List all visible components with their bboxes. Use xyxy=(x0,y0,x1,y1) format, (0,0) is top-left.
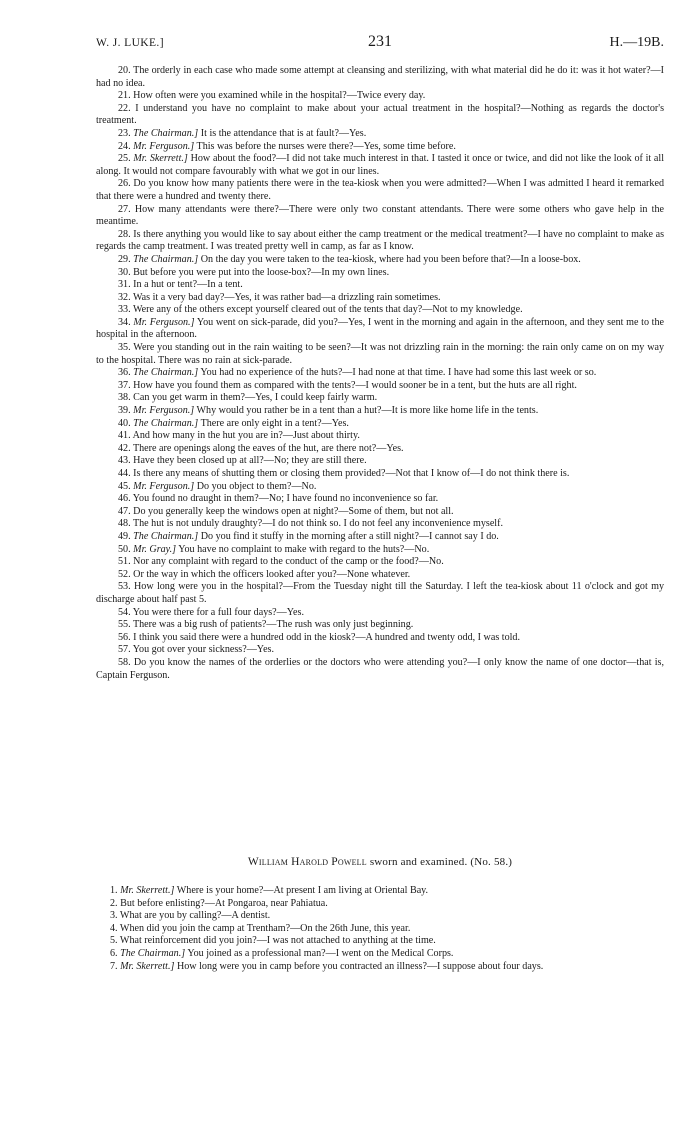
question-paragraph xyxy=(96,254,664,267)
question-text: Do you object to them?—No. xyxy=(196,480,317,492)
question-paragraph xyxy=(96,380,664,393)
question-paragraph xyxy=(96,607,664,620)
question-paragraph xyxy=(96,506,664,519)
speaker-label: Mr. Ferguson.] xyxy=(133,480,195,492)
question-number: 45. xyxy=(118,480,131,492)
question-number: 23. xyxy=(118,127,131,139)
question-paragraph xyxy=(96,90,664,103)
question-number: 41. xyxy=(118,430,131,442)
question-paragraph xyxy=(96,418,664,431)
witness-heading-rest: sworn and examined. (No. 58.) xyxy=(369,856,513,868)
question-number: 2. xyxy=(110,897,118,909)
question-text: Were any of the others except yourself cleared out of the tents that day?—Not to my knowledge. xyxy=(132,304,523,316)
question-number: 4. xyxy=(110,922,118,934)
question-number: 29. xyxy=(118,253,131,265)
question-number: 26. xyxy=(118,178,131,190)
question-number: 56. xyxy=(118,631,131,643)
question-paragraph xyxy=(96,204,664,229)
question-text: How have you found them as compared with the tents?—I would sooner be in a tent, but the huts are all right. xyxy=(133,379,577,391)
question-text: The orderly in each case who made some attempt at cleansing and sterilizing, with what material did he do it: was it hot water?—I had no idea. xyxy=(96,65,665,89)
question-text: There was a big rush of patients?—The rush was only just beginning. xyxy=(132,619,414,631)
question-paragraph xyxy=(96,544,664,557)
speaker-label: The Chairman.] xyxy=(133,253,199,265)
speaker-label: Mr. Ferguson.] xyxy=(133,140,195,152)
question-paragraph xyxy=(96,178,664,203)
question-number: 57. xyxy=(118,644,131,656)
header-witness-name: W. J. LUKE.] xyxy=(96,37,164,49)
question-paragraph xyxy=(96,103,664,128)
testimony-section-luke xyxy=(96,65,664,682)
witness-name: William Harold Powell xyxy=(247,856,367,868)
question-text: Nor any complaint with regard to the conduct of the camp or the food?—No. xyxy=(133,556,444,568)
question-paragraph xyxy=(96,619,664,632)
question-number: 30. xyxy=(118,266,131,278)
question-text: There are only eight in a tent?—Yes. xyxy=(200,417,349,429)
question-paragraph xyxy=(96,443,664,456)
question-number: 6. xyxy=(110,947,118,959)
question-number: 52. xyxy=(118,568,131,580)
question-number: 36. xyxy=(118,367,131,379)
question-text: The hut is not unduly draughty?—I do not think so. I do not feel any inconvenience myself. xyxy=(132,518,503,530)
question-paragraph xyxy=(96,935,664,948)
question-text: Do you know the names of the orderlies or the doctors who were attending you?—I only know the name of one doctor—that is, Captain Ferguson. xyxy=(96,656,665,681)
question-number: 35. xyxy=(118,342,131,354)
speaker-label: The Chairman.] xyxy=(133,417,199,429)
question-paragraph xyxy=(96,153,664,178)
question-text: Is there any means of shutting them or closing them provided?—Not that I know of—I do not think there is. xyxy=(133,468,570,479)
question-text: You found no draught in them?—No; I have found no inconvenience so far. xyxy=(132,493,439,505)
question-number: 38. xyxy=(118,392,131,404)
question-number: 40. xyxy=(118,417,131,429)
question-paragraph xyxy=(96,279,664,292)
question-number: 3. xyxy=(110,910,118,922)
speaker-label: Mr. Skerrett.] xyxy=(133,153,188,165)
question-paragraph xyxy=(96,342,664,367)
question-number: 55. xyxy=(118,619,131,631)
question-text: How long were you in camp before you contracted an illness?—I suppose about four days. xyxy=(176,960,544,972)
question-paragraph xyxy=(96,304,664,317)
question-paragraph xyxy=(96,317,664,342)
question-text: Do you know how many patients there were in the tea-kiosk when you were admitted?—When I was admitted I heard it remarked that there were a hundred and twenty there. xyxy=(96,178,664,202)
question-text: There are openings along the eaves of the hut, are there not?—Yes. xyxy=(132,442,404,454)
question-number: 53. xyxy=(118,581,131,593)
speaker-label: Mr. Skerrett.] xyxy=(120,885,175,896)
question-text: How long were you in the hospital?—From the Tuesday night till the Saturday. I left the tea-kiosk about 11 o'clock and got my discharge about half past 5. xyxy=(96,581,665,605)
question-number: 1. xyxy=(110,885,118,896)
question-text: What reinforcement did you join?—I was not attached to anything at the time. xyxy=(119,935,436,947)
question-number: 5. xyxy=(110,935,118,947)
question-number: 20. xyxy=(118,65,131,76)
question-text: This was before the nurses were there?—Yes, some time before. xyxy=(196,140,456,152)
question-number: 21. xyxy=(118,90,131,102)
question-text: You have no complaint to make with regard to the huts?—No. xyxy=(178,543,430,555)
question-paragraph xyxy=(96,430,664,443)
question-paragraph xyxy=(96,229,664,254)
question-text: How about the food?—I did not take much interest in that. I tasted it once or twice, and did not like the look of it all along. It would not compare favourably with what we got in our lines. xyxy=(96,153,665,177)
question-paragraph xyxy=(96,493,664,506)
question-text: Do you find it stuffy in the morning after a still night?—I cannot say I do. xyxy=(200,530,499,542)
question-number: 31. xyxy=(118,279,131,291)
question-number: 47. xyxy=(118,505,131,517)
question-text: Can you get warm in them?—Yes, I could keep fairly warm. xyxy=(133,392,378,404)
question-text: On the day you were taken to the tea-kiosk, where had you been before that?—In a loose-box. xyxy=(200,253,581,265)
question-text: You had no experience of the huts?—I had none at that time. I have had some this last week or so. xyxy=(200,367,597,379)
question-text: When did you join the camp at Trentham?—On the 26th June, this year. xyxy=(119,922,411,934)
question-text: How many attendants were there?—There were only two constant attendants. There were some others who gave help in the meantime. xyxy=(96,203,664,228)
question-paragraph xyxy=(96,455,664,468)
question-paragraph xyxy=(96,128,664,141)
question-number: 49. xyxy=(118,530,131,542)
question-text: And how many in the hut you are in?—Just about thirty. xyxy=(132,430,360,442)
question-paragraph xyxy=(96,961,664,974)
question-number: 28. xyxy=(118,228,131,240)
question-paragraph xyxy=(96,923,664,936)
question-paragraph xyxy=(96,948,664,961)
question-paragraph xyxy=(96,581,664,606)
question-number: 54. xyxy=(118,606,131,618)
question-paragraph xyxy=(96,481,664,494)
question-paragraph xyxy=(96,292,664,305)
question-number: 27. xyxy=(118,203,131,215)
question-text: It is the attendance that is at fault?—Yes. xyxy=(200,127,367,139)
speaker-label: Mr. Ferguson.] xyxy=(133,405,195,417)
speaker-label: The Chairman.] xyxy=(133,127,199,139)
question-paragraph xyxy=(96,141,664,154)
question-number: 48. xyxy=(118,518,131,530)
question-text: Were you standing out in the rain waiting to be seen?—It was not drizzling rain in the morning: the rain only came on on my way to the hospital. There was no rain at sick-parade. xyxy=(96,342,665,366)
question-text: In a hut or tent?—In a tent. xyxy=(133,279,243,291)
question-text: What are you by calling?—A dentist. xyxy=(119,910,271,922)
speaker-label: Mr. Gray.] xyxy=(133,543,177,555)
question-text: You joined as a professional man?—I went on the Medical Corps. xyxy=(187,947,454,959)
question-number: 34. xyxy=(118,316,131,328)
page-header xyxy=(96,33,664,55)
question-number: 51. xyxy=(118,556,131,568)
question-paragraph xyxy=(96,468,664,481)
question-text: You were there for a full four days?—Yes. xyxy=(132,606,304,618)
question-number: 44. xyxy=(118,468,131,479)
question-number: 24. xyxy=(118,140,131,152)
question-paragraph xyxy=(96,632,664,645)
question-paragraph xyxy=(96,405,664,418)
question-paragraph xyxy=(96,569,664,582)
speaker-label: Mr. Ferguson.] xyxy=(133,316,195,328)
question-text: How often were you examined while in the hospital?—Twice every day. xyxy=(133,90,426,102)
question-number: 25. xyxy=(118,153,131,165)
question-number: 50. xyxy=(118,543,131,555)
question-paragraph xyxy=(96,65,664,90)
question-text: Why would you rather be in a tent than a hut?—It is more like home life in the tents. xyxy=(196,405,539,417)
question-text: Is there anything you would like to say about either the camp treatment or the medical treatment?—I have no complaint to make as regards the camp treatment. I was treated pretty well in camp, as far as I know. xyxy=(96,228,665,253)
question-text: You got over your sickness?—Yes. xyxy=(132,644,275,656)
question-paragraph xyxy=(96,531,664,544)
question-text: Do you generally keep the windows open at night?—Some of them, but not all. xyxy=(133,505,454,517)
question-paragraph xyxy=(96,885,664,898)
question-number: 39. xyxy=(118,405,131,417)
page-number: 231 xyxy=(368,33,392,50)
question-number: 7. xyxy=(110,960,118,972)
speaker-label: The Chairman.] xyxy=(120,947,186,959)
question-text: I think you said there were a hundred odd in the kiosk?—A hundred and twenty odd, I was told. xyxy=(133,631,521,643)
question-number: 37. xyxy=(118,379,131,391)
question-text: Or the way in which the officers looked after you?—None whatever. xyxy=(133,568,411,580)
question-text: Was it a very bad day?—Yes, it was rather bad—a drizzling rain sometimes. xyxy=(132,291,441,303)
question-number: 32. xyxy=(118,291,131,303)
question-text: I understand you have no complaint to make about your actual treatment in the hospital?—Nothing as regards the doctor's treatment. xyxy=(96,102,664,127)
question-paragraph xyxy=(96,518,664,531)
question-number: 46. xyxy=(118,493,131,505)
question-paragraph xyxy=(96,367,664,380)
question-text: Where is your home?—At present I am living at Oriental Bay. xyxy=(176,885,429,896)
document-reference: H.—19B. xyxy=(609,35,664,50)
speaker-label: The Chairman.] xyxy=(133,530,199,542)
question-paragraph xyxy=(96,267,664,280)
question-number: 22. xyxy=(118,102,131,114)
question-paragraph xyxy=(96,392,664,405)
question-text: Have they been closed up at all?—No; they are still there. xyxy=(133,455,367,467)
question-text: You went on sick-parade, did you?—Yes, I went in the morning and again in the afternoon, and they sent me to the hospital in the afternoon. xyxy=(96,316,664,341)
question-paragraph xyxy=(96,556,664,569)
question-paragraph xyxy=(96,644,664,657)
question-number: 42. xyxy=(118,442,131,454)
question-paragraph xyxy=(96,898,664,911)
question-text: But before enlisting?—At Pongaroa, near Pahiatua. xyxy=(120,897,328,909)
question-number: 58. xyxy=(118,656,131,668)
question-paragraph xyxy=(96,910,664,923)
speaker-label: Mr. Skerrett.] xyxy=(120,960,175,972)
speaker-label: The Chairman.] xyxy=(133,367,199,379)
testimony-section-powell xyxy=(96,885,664,973)
question-number: 43. xyxy=(118,455,131,467)
question-text: But before you were put into the loose-box?—In my own lines. xyxy=(133,266,390,278)
question-number: 33. xyxy=(118,304,131,316)
question-paragraph xyxy=(96,657,664,682)
witness-heading xyxy=(96,856,664,868)
